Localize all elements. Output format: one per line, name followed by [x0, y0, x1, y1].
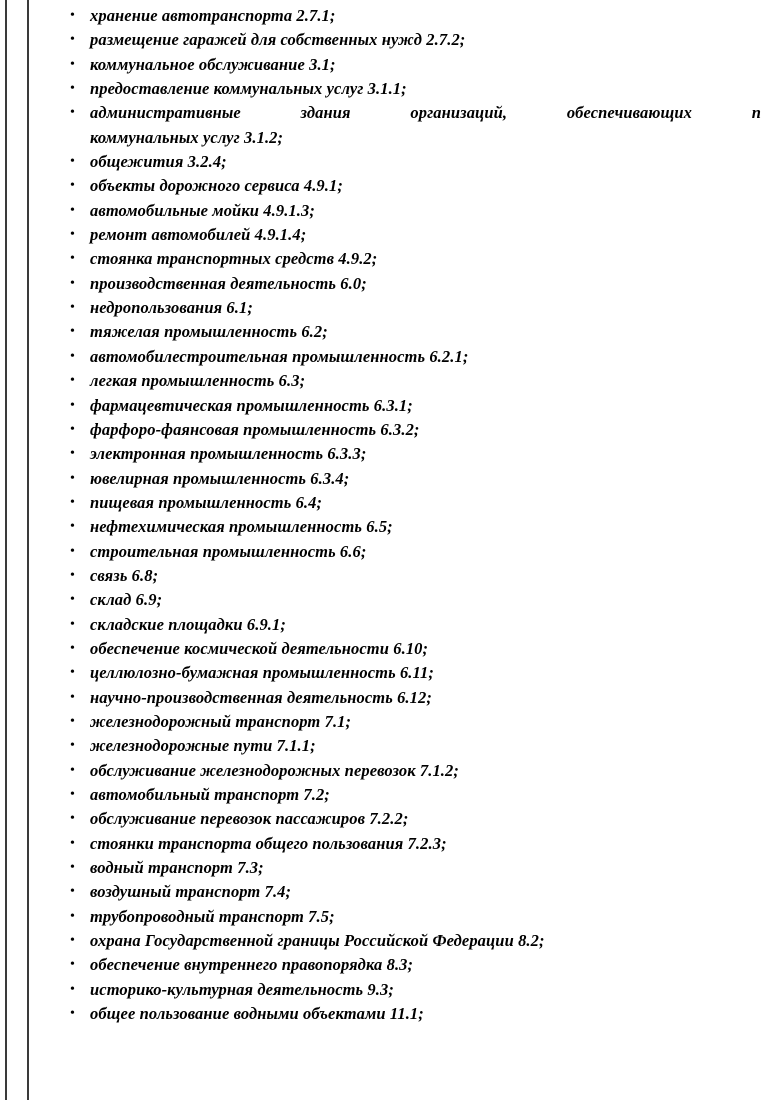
list-item [44, 759, 765, 783]
list-item-text: недропользования 6.1; [90, 298, 253, 318]
list-item-text-line-1: • административные здания организаций, обеспечивающих п [90, 103, 761, 123]
list-item-text: предоставление коммунальных услуг 3.1.1; [90, 79, 407, 99]
list-item [44, 369, 765, 393]
list-item-text: хранение автотранспорта 2.7.1; [90, 6, 336, 25]
list-item-text: объекты дорожного сервиса 4.9.1; [90, 176, 343, 196]
list-item [44, 418, 765, 442]
list-item [44, 150, 765, 174]
list-item-text: тяжелая промышленность 6.2; [90, 322, 328, 342]
list-item-text: размещение гаражей для собственных нужд 2.7.2; [90, 30, 466, 50]
list-item [44, 223, 765, 247]
list-item [44, 613, 765, 637]
list-item [44, 734, 765, 758]
land-use-types-list [44, 4, 765, 1026]
list-item [44, 564, 765, 588]
list-item [44, 53, 765, 77]
list-item [44, 296, 765, 320]
list-item [44, 515, 765, 539]
list-item-text: обслуживание перевозок пассажиров 7.2.2; [90, 809, 409, 829]
list-item [44, 929, 765, 953]
list-item [44, 540, 765, 564]
list-item-text: трубопроводный транспорт 7.5; [90, 906, 335, 926]
list-item-text: нефтехимическая промышленность 6.5; [90, 517, 393, 537]
list-item [44, 467, 765, 491]
document-body [44, 0, 765, 1100]
list-item [44, 491, 765, 515]
list-item-text: склад 6.9; [90, 590, 163, 610]
list-item-text: стоянки транспорта общего пользования 7.2.3; [90, 833, 447, 853]
list-item-text: обеспечение внутреннего правопорядка 8.3; [90, 955, 414, 975]
list-item-text-line-2: коммунальных услуг 3.1.2; [90, 127, 284, 147]
list-item [44, 320, 765, 344]
list-item [44, 1002, 765, 1026]
list-item [44, 4, 765, 28]
list-item [44, 905, 765, 929]
list-item-text: коммунальное обслуживание 3.1; [90, 54, 336, 74]
list-item-text: связь 6.8; [90, 565, 159, 585]
list-item [44, 807, 765, 831]
list-item [44, 686, 765, 710]
list-item [44, 101, 765, 150]
list-item-text: ремонт автомобилей 4.9.1.4; [90, 225, 307, 245]
list-item [44, 247, 765, 271]
list-item [44, 978, 765, 1002]
list-item-text: электронная промышленность 6.3.3; [90, 444, 367, 464]
list-item-text: автомобильные мойки 4.9.1.3; [90, 200, 315, 220]
list-item-text: фармацевтическая промышленность 6.3.1; [90, 395, 413, 415]
list-item-text: пищевая промышленность 6.4; [90, 492, 323, 512]
list-item-text: складские площадки 6.9.1; [90, 614, 286, 634]
list-item-text: ювелирная промышленность 6.3.4; [90, 468, 350, 488]
list-item-text: строительная промышленность 6.6; [90, 541, 367, 561]
list-item-text: общежития 3.2.4; [90, 152, 227, 172]
list-item [44, 661, 765, 685]
list-item [44, 637, 765, 661]
list-item-text: железнодорожный транспорт 7.1; [90, 711, 352, 731]
list-item-text: автомобилестроительная промышленность 6.2.1; [90, 346, 469, 366]
list-item [44, 588, 765, 612]
list-item-text: автомобильный транспорт 7.2; [90, 785, 330, 804]
list-item [44, 77, 765, 101]
list-item-text: водный транспорт 7.3; [90, 858, 264, 878]
list-item-text: охрана Государственной границы Российской Федерации 8.2; [90, 931, 545, 951]
list-item-text: воздушный транспорт 7.4; [90, 882, 292, 902]
list-item [44, 832, 765, 856]
list-item [44, 28, 765, 52]
page-border-left-inner [27, 0, 29, 1100]
list-item-text: фарфоро-фаянсовая промышленность 6.3.2; [90, 419, 420, 439]
list-item-text: железнодорожные пути 7.1.1; [90, 736, 316, 756]
list-item [44, 880, 765, 904]
list-item-text: общее пользование водными объектами 11.1; [90, 1004, 424, 1024]
list-item [44, 199, 765, 223]
list-item-text: целлюлозно-бумажная промышленность 6.11; [90, 663, 434, 683]
list-item [44, 783, 765, 807]
list-item [44, 953, 765, 977]
list-item [44, 394, 765, 418]
page-border-left-outer [5, 0, 7, 1100]
list-item [44, 272, 765, 296]
list-item [44, 174, 765, 198]
list-item-text: обслуживание железнодорожных перевозок 7.1.2; [90, 760, 459, 780]
list-item-text: производственная деятельность 6.0; [90, 273, 367, 293]
list-item-text: стоянка транспортных средств 4.9.2; [90, 249, 378, 269]
list-item-text: научно-производственная деятельность 6.12; [90, 687, 432, 707]
list-item [44, 856, 765, 880]
list-item-text: легкая промышленность 6.3; [90, 371, 306, 391]
list-item [44, 442, 765, 466]
list-item-text: обеспечение космической деятельности 6.10; [90, 638, 429, 658]
list-item [44, 710, 765, 734]
list-item [44, 345, 765, 369]
list-item-text: историко-культурная деятельность 9.3; [90, 979, 394, 999]
